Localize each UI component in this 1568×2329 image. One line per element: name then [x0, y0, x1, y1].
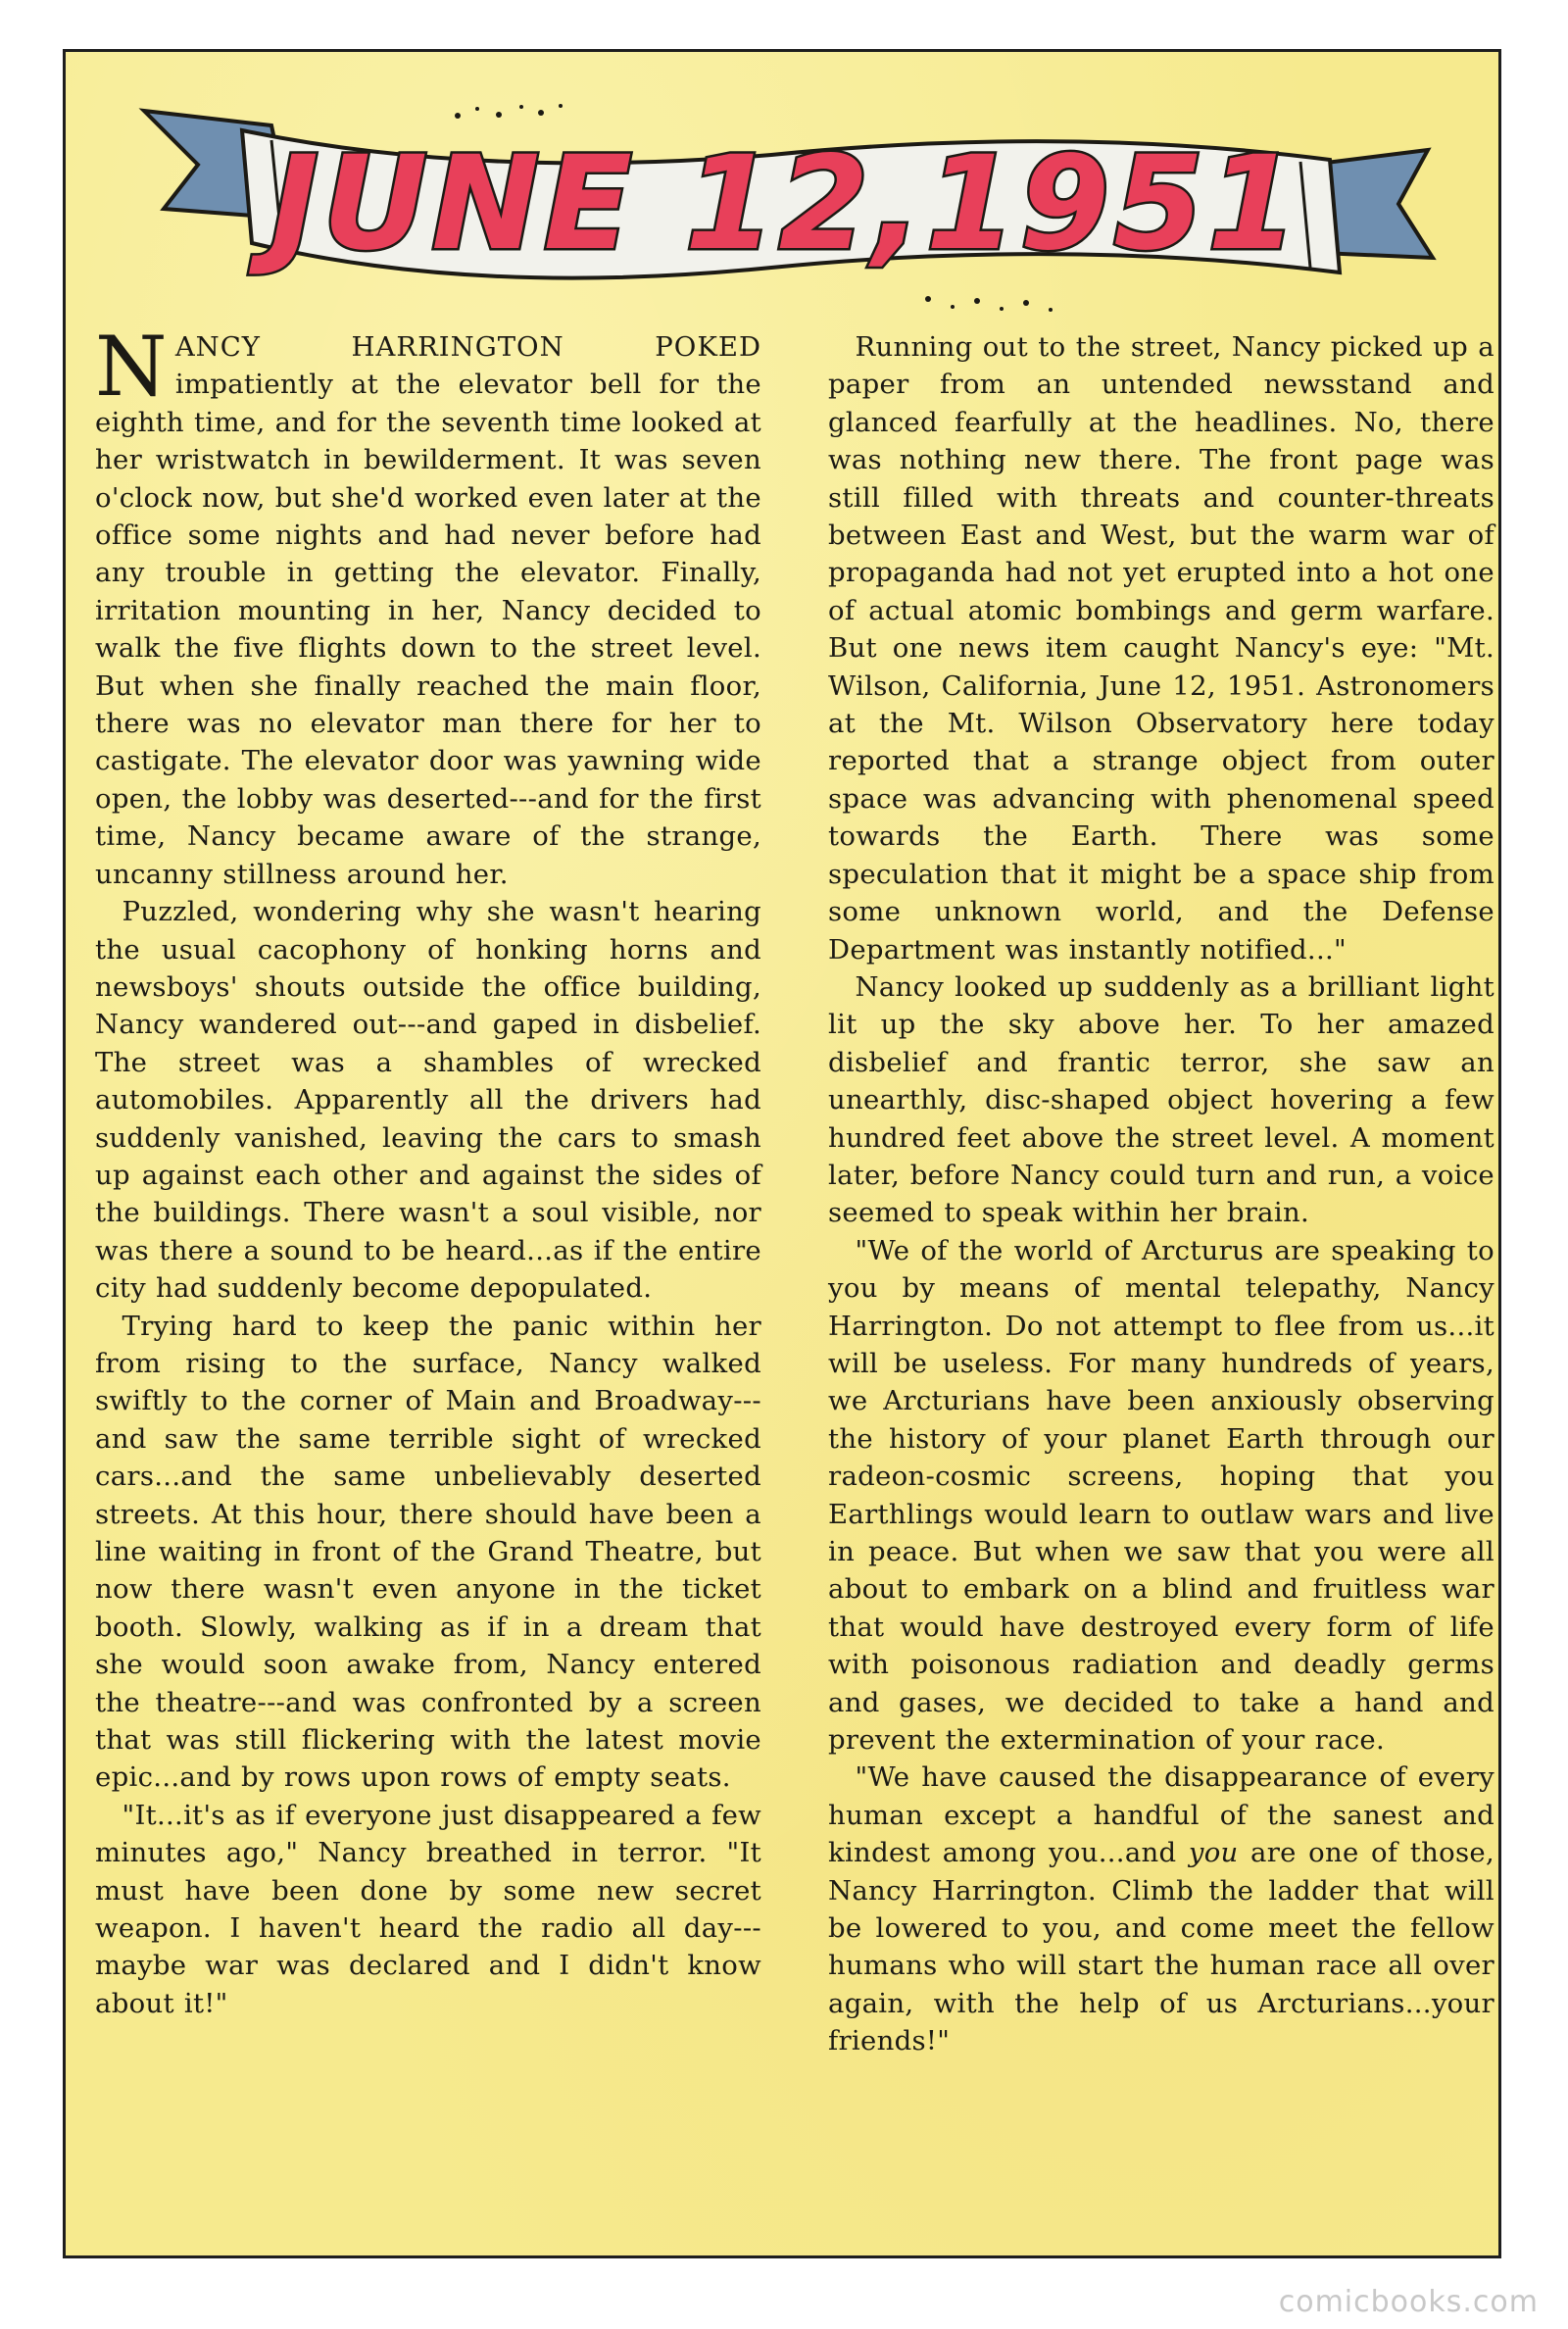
drop-cap: N — [95, 319, 168, 415]
story-paragraph-4: "It...it's as if everyone just disappeared a few minutes ago," Nancy breathed in terror. "It must have been done by some new secret weapon. I haven't heard the radio all day---maybe war was declared and I didn't know about it!" — [95, 1799, 761, 2019]
page-title: JUNE 12,1951 — [270, 128, 1302, 279]
story-paragraph-6: Nancy looked up suddenly as a brilliant light lit up the sky above her. To her amazed disbelief and frantic terror, she saw an unearthly, disc-shaped object hovering a few hundred feet above the street level. A moment later, before Nancy could turn and run, a voice seemed to speak within her brain. — [828, 970, 1494, 1229]
story-paragraph-5: Running out to the street, Nancy picked up a paper from an untended newsstand and glanced fearfully at the headlines. No, there was nothing new there. The front page was still filled with threats and counter-threats between East and West, but the warm war of propaganda had not yet erupted into a hot one of actual atomic bombings and germ warfare. But one news item caught Nancy's eye: "Mt. Wilson, California, June 12, 1951. Astronomers at the Mt. Wilson Observatory here today reported that a strange object from outer space was advancing with phenomenal speed towards the Earth. There was some speculation that it might be a space ship from some unknown world, and the Defense Department was instantly notified..." — [828, 331, 1494, 966]
story-column-left — [95, 319, 761, 2022]
story-paragraph-7: "We of the world of Arcturus are speaking to you by means of mental telepathy, Nancy Harrington. Do not attempt to flee from us...it will be useless. For many hundreds of years, we Arcturians have been anxiously observing the history of your planet Earth through our radeon-cosmic screens, hoping that you Earthlings would learn to outlaw wars and live in peace. But when we saw that you were all about to embark on a blind and fruitless war that would have destroyed every form of life with poisonous radiation and deadly germs and gases, we decided to take a hand and prevent the extermination of your race. — [828, 1234, 1494, 1757]
story-column-right — [828, 328, 1494, 2060]
paragraph-8-emphasis: you — [1188, 1837, 1239, 1869]
story-paragraph-3: Trying hard to keep the panic within her from rising to the surface, Nancy walked swiftly to the corner of Main and Broadway---and saw the same terrible sight of wrecked cars...and the same unbelievably deserted streets. At this hour, there should have been a line waiting in front of the Grand Theatre, but now there wasn't even anyone in the ticket booth. Slowly, walking as if in a dream that she would soon awake from, Nancy entered the theatre---and was confronted by a screen that was still flickering with the latest movie epic...and by rows upon rows of empty seats. — [95, 1310, 761, 1794]
paragraph-8-text-a: "We have caused the disappearance of every human except a handful of the sanest and kindest among you...and — [828, 1761, 1494, 1869]
lead-in-caps: ANCY HARRINGTON POKED — [174, 331, 761, 363]
site-watermark: comicbooks.com — [1278, 2285, 1539, 2319]
story-columns — [95, 319, 1495, 2216]
story-paragraph-1 — [95, 319, 761, 893]
ribbon-banner-graphic — [124, 72, 1447, 326]
paragraph-1-text: impatiently at the elevator bell for the eighth time, and for the seventh time looked at her wristwatch in bewilderment. It was seven o'clock now, but she'd worked even later at the office some nights and had never before had any trouble in getting the elevator. Finally, irritation mounting in her, Nancy decided to walk the five flights down to the street level. But when she finally reached the main floor, there was no elevator man there for her to castigate. The elevator door was yawning wide open, the lobby was deserted---and for the first time, Nancy became aware of the strange, uncanny stillness around her. — [95, 369, 761, 890]
story-page — [63, 49, 1501, 2258]
paragraph-8-text-b: are one of those, Nancy Harrington. Climb the ladder that will be lowered to you, and come meet the fellow humans who will start the human race all over again, with the help of us Arcturians...your friends!" — [828, 1837, 1495, 2057]
title-banner — [124, 72, 1447, 326]
story-paragraph-8 — [828, 1759, 1494, 2059]
story-paragraph-2: Puzzled, wondering why she wasn't hearing the usual cacophony of honking horns and newsboys' shouts outside the office building, Nancy wandered out---and gaped in disbelief. The street was a shambles of wrecked automobiles. Apparently all the drivers had suddenly vanished, leaving the cars to smash up against each other and against the sides of the buildings. There wasn't a soul visible, nor was there a sound to be heard...as if the entire city had suddenly become depopulated. — [95, 896, 761, 1305]
